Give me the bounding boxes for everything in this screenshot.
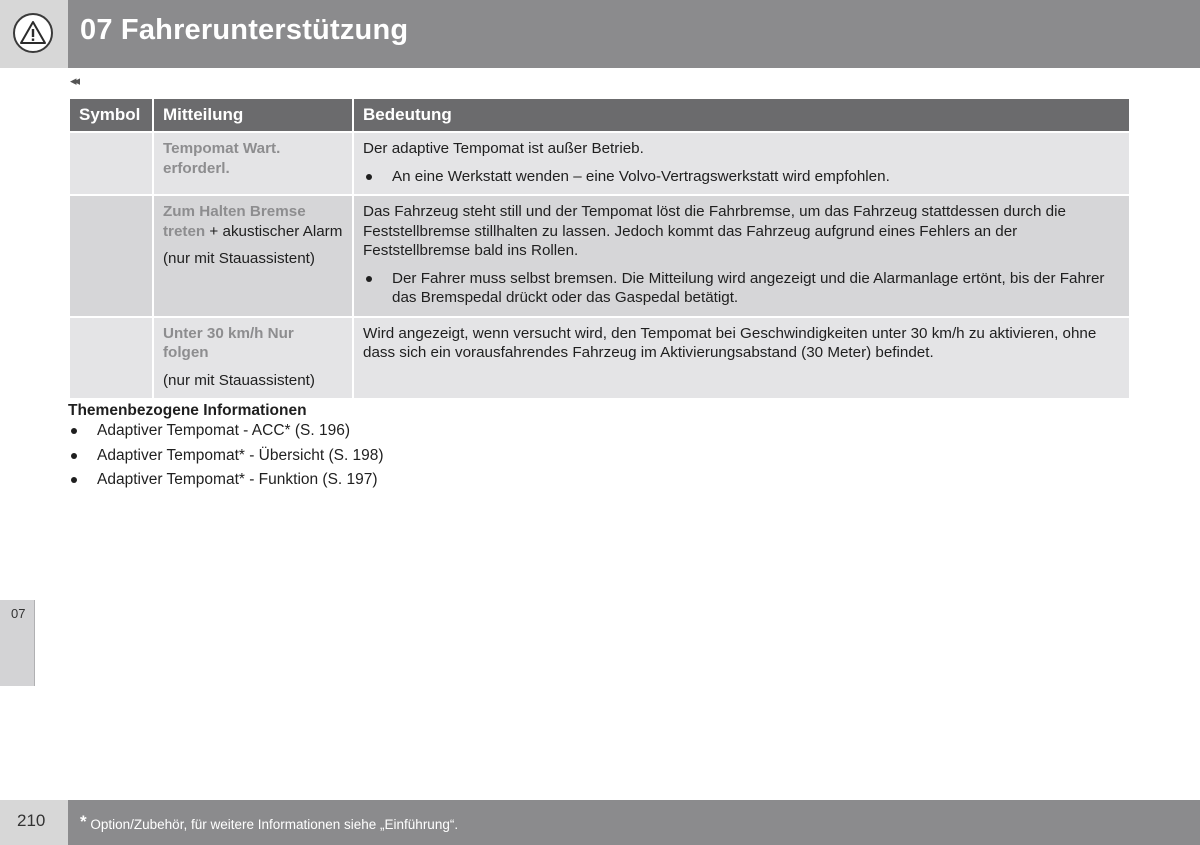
meaning-cell bbox=[353, 317, 1130, 400]
chapter-number: 07 bbox=[11, 606, 26, 621]
related-info-heading: Themenbezogene Informationen bbox=[68, 402, 307, 419]
symbol-cell bbox=[69, 195, 153, 317]
message-cell bbox=[153, 317, 353, 400]
meaning-bullets bbox=[363, 167, 1120, 187]
table-row bbox=[69, 132, 1130, 195]
page-number: 210 bbox=[17, 811, 46, 830]
meaning-bullets bbox=[363, 269, 1120, 308]
column-header-symbol: Symbol bbox=[69, 98, 153, 132]
meaning-text: Das Fahrzeug steht still und der Tempomat löst die Fahrbremse, um das Fahrzeug stattdessen durch die Feststellbremse stillhalten zu lassen. Jedoch kommt das Fahrzeug aufgrund eines Fehlers an der Feststellbremse bald ins Rollen. bbox=[363, 203, 1066, 259]
chapter-side-tab bbox=[0, 600, 35, 686]
related-link[interactable]: Adaptiver Tempomat* - Funktion (S. 197) bbox=[68, 470, 384, 495]
message-title: Zum Halten Bremse treten bbox=[163, 203, 306, 240]
messages-table bbox=[68, 97, 1131, 400]
symbol-cell bbox=[69, 132, 153, 195]
table-row bbox=[69, 195, 1130, 317]
chapter-title: 07 Fahrerunterstützung bbox=[80, 14, 409, 46]
message-title: Unter 30 km/h Nur folgen bbox=[163, 324, 294, 361]
header-bar bbox=[68, 0, 1200, 68]
footer-page-area bbox=[0, 800, 68, 845]
list-item: An eine Werkstatt wenden – eine Volvo-Vertragswerkstatt wird empfohlen. bbox=[363, 167, 1120, 187]
header-icon-area bbox=[0, 0, 68, 68]
related-link[interactable]: Adaptiver Tempomat* - Übersicht (S. 198) bbox=[68, 446, 384, 471]
footnote-text: Option/Zubehör, für weitere Informationen siehe „Einführung“. bbox=[86, 817, 459, 832]
column-header-message: Mitteilung bbox=[153, 98, 353, 132]
meaning-cell bbox=[353, 132, 1130, 195]
message-note: (nur mit Stauassistent) bbox=[163, 371, 315, 389]
footnote-star: * bbox=[80, 812, 87, 831]
table-row bbox=[69, 317, 1130, 400]
related-link[interactable]: Adaptiver Tempomat - ACC* (S. 196) bbox=[68, 421, 384, 446]
symbol-cell bbox=[69, 317, 153, 400]
message-cell bbox=[153, 132, 353, 195]
message-note: (nur mit Stauassistent) bbox=[163, 250, 315, 267]
message-title: Tempomat Wart. erforderl. bbox=[163, 140, 281, 177]
column-header-meaning: Bedeutung bbox=[353, 98, 1130, 132]
footnote bbox=[80, 814, 458, 834]
meaning-text: Der adaptive Tempomat ist außer Betrieb. bbox=[363, 140, 644, 157]
warning-triangle-icon bbox=[13, 13, 53, 53]
message-suffix: + akustischer Alarm bbox=[205, 222, 343, 240]
list-item: Der Fahrer muss selbst bremsen. Die Mitteilung wird angezeigt und die Alarmanlage ertönt, bis der Fahrer das Bremspedal drückt oder das Gaspedal betätigt. bbox=[363, 269, 1120, 308]
related-info-list bbox=[68, 421, 384, 495]
table-header-row bbox=[69, 98, 1130, 132]
meaning-text: Wird angezeigt, wenn versucht wird, den Tempomat bei Geschwindigkeiten unter 30 km/h zu aktivieren, ohne dass sich ein vorausfahrendes Fahrzeug im Aktivierungsabstand (30 Meter) befindet. bbox=[363, 324, 1097, 361]
back-nav-icon[interactable]: ◂◂ bbox=[70, 73, 78, 88]
footer-bar bbox=[68, 800, 1200, 845]
meaning-cell bbox=[353, 195, 1130, 317]
message-cell bbox=[153, 195, 353, 317]
